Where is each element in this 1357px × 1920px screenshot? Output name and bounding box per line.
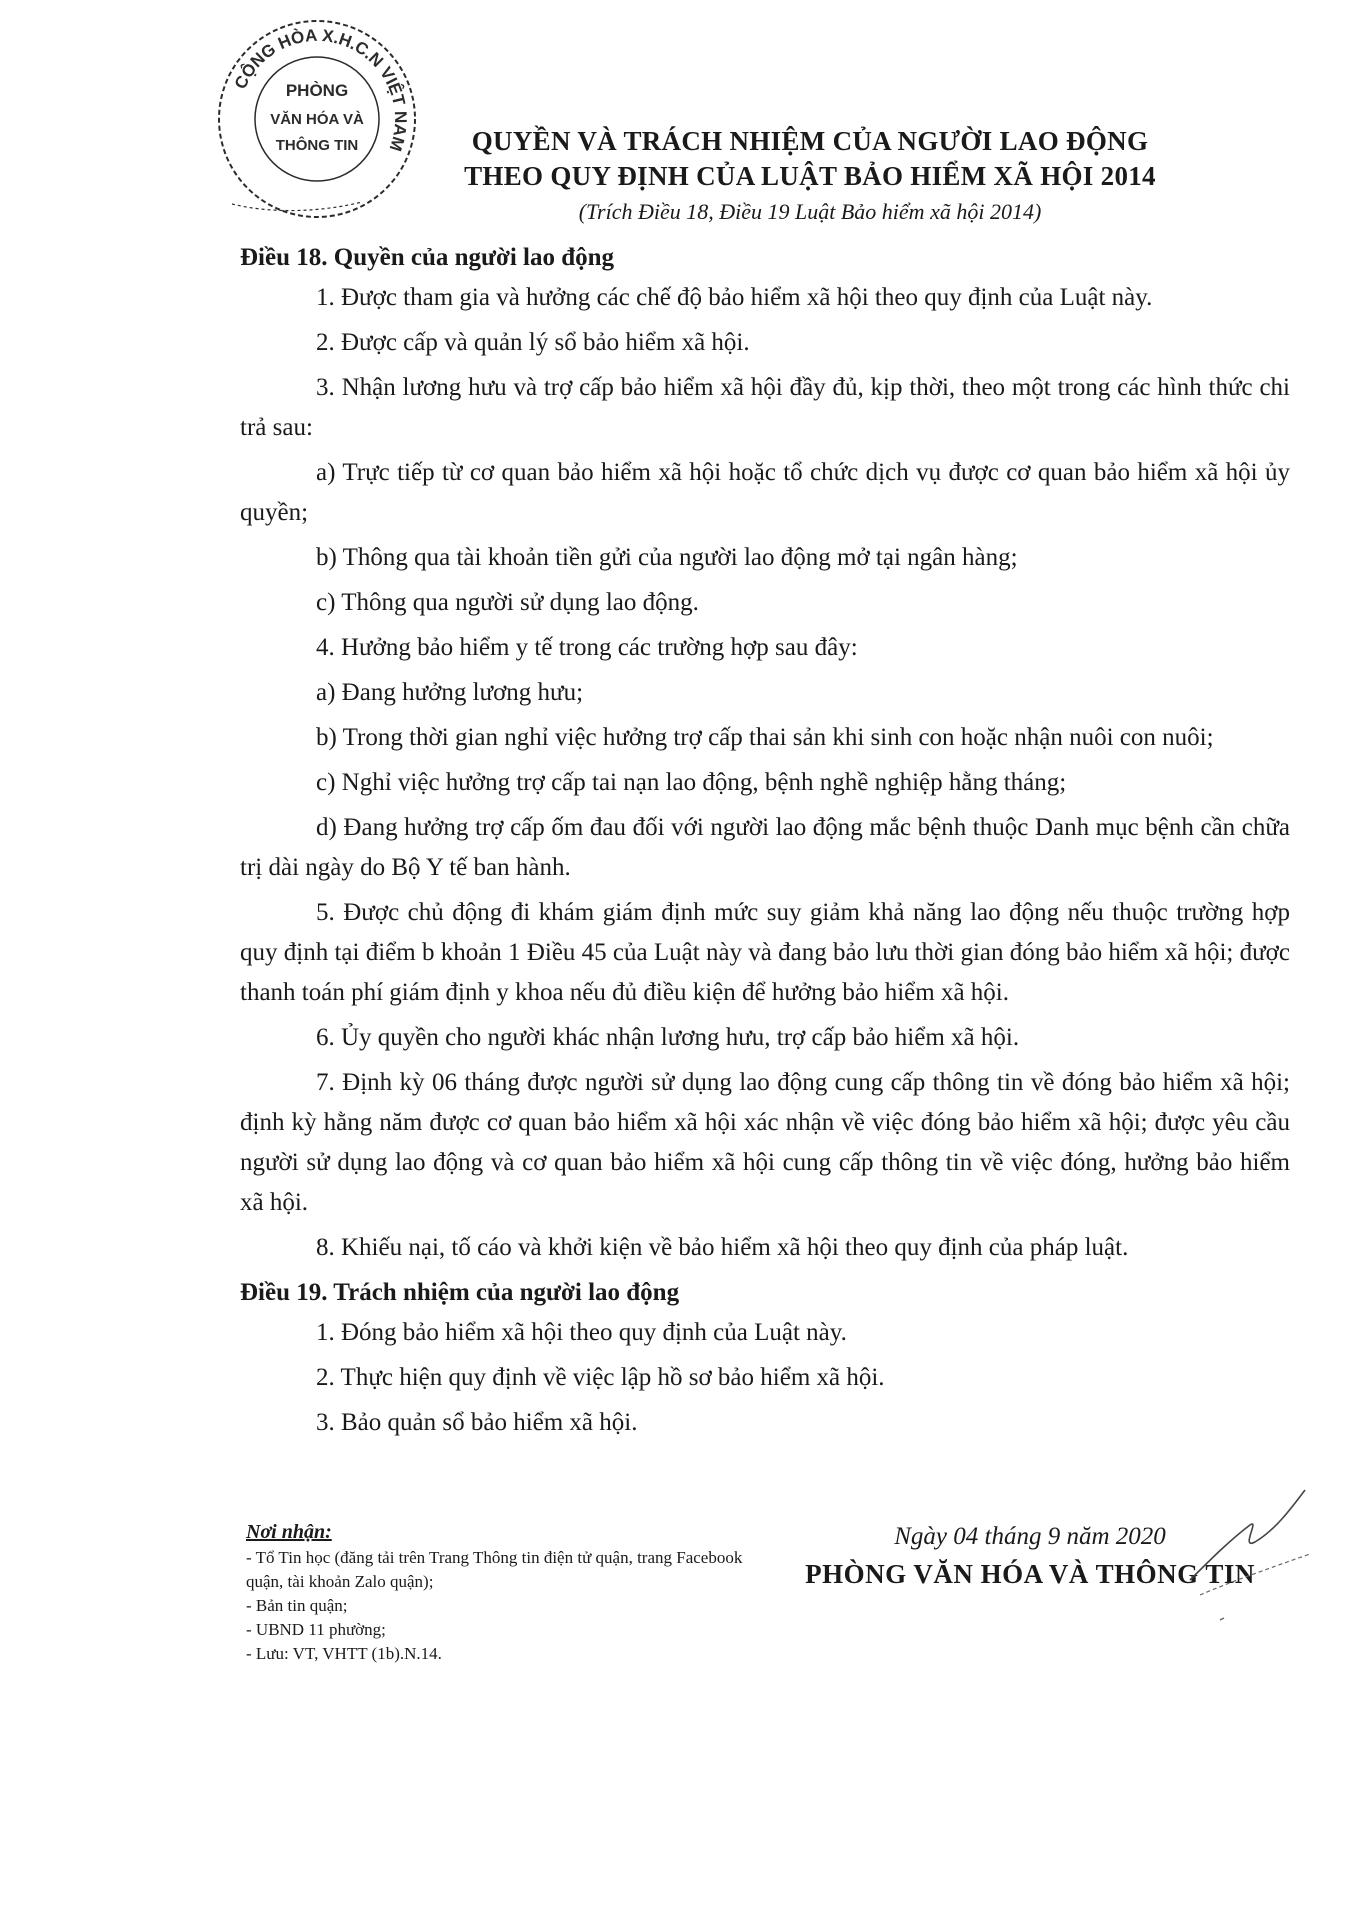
signature-icon	[1180, 1470, 1320, 1640]
recipients-title: Nơi nhận:	[246, 1521, 332, 1543]
article-19-paragraph: 3. Bảo quản sổ bảo hiểm xã hội.	[316, 1409, 638, 1436]
article-18-paragraph: 6. Ủy quyền cho người khác nhận lương hưu, trợ cấp bảo hiểm xã hội.	[316, 1024, 1020, 1051]
handwritten-signature	[1180, 1470, 1320, 1640]
article-19-paragraph: 2. Thực hiện quy định về việc lập hồ sơ bảo hiểm xã hội.	[316, 1364, 885, 1391]
article-18-paragraph: a) Trực tiếp từ cơ quan bảo hiểm xã hội hoặc tổ chức dịch vụ được cơ quan bảo hiểm xã hội ủy quyền;	[240, 459, 1290, 526]
article-18-paragraph: 4. Hưởng bảo hiểm y tế trong các trường hợp sau đây:	[316, 634, 858, 661]
article-18-paragraph: c) Nghỉ việc hưởng trợ cấp tai nạn lao động, bệnh nghề nghiệp hằng tháng;	[316, 769, 1067, 796]
title-line-1: QUYỀN VÀ TRÁCH NHIỆM CỦA NGƯỜI LAO ĐỘNG	[471, 126, 1149, 156]
article-18-paragraph: a) Đang hưởng lương hưu;	[316, 679, 584, 706]
article-18-paragraph: 8. Khiếu nại, tố cáo và khởi kiện về bảo hiểm xã hội theo quy định của pháp luật.	[316, 1234, 1129, 1261]
recipient-item: - Lưu: VT, VHTT (1b).N.14.	[246, 1644, 442, 1663]
issue-date: Ngày 04 tháng 9 năm 2020	[894, 1523, 1166, 1550]
title-line-2: THEO QUY ĐỊNH CỦA LUẬT BẢO HIỂM XÃ HỘI 2014	[464, 161, 1156, 191]
article-18-paragraph: d) Đang hưởng trợ cấp ốm đau đối với người lao động mắc bệnh thuộc Danh mục bệnh cần chữa trị dài ngày do Bộ Y tế ban hành.	[240, 814, 1290, 881]
stamp-ring-text: CỘNG HÒA X.H.C.N VIỆT NAM	[230, 25, 411, 154]
article-19-paragraph: 1. Đóng bảo hiểm xã hội theo quy định của Luật này.	[316, 1319, 847, 1346]
recipient-item: - Bản tin quận;	[246, 1596, 348, 1615]
article-18-paragraph: 7. Định kỳ 06 tháng được người sử dụng lao động cung cấp thông tin về đóng bảo hiểm xã hội; định kỳ hằng năm được cơ quan bảo hiểm xã hội xác nhận về việc đóng bảo hiểm xã hội; được yêu cầu người sử dụng lao động và cơ quan bảo hiểm xã hội cung cấp thông tin về việc đóng, hưởng bảo hiểm xã hội.	[240, 1069, 1290, 1216]
article-19-title: Điều 19. Trách nhiệm của người lao động	[240, 1279, 680, 1306]
stamp-line1: PHÒNG	[285, 81, 349, 100]
article-18-paragraph: 5. Được chủ động đi khám giám định mức suy giảm khả năng lao động nếu thuộc trường hợp quy định tại điểm b khoản 1 Điều 45 của Luật này và đang bảo lưu thời gian đóng bảo hiểm xã hội; được thanh toán phí giám định y khoa nếu đủ điều kiện để hưởng bảo hiểm xã hội.	[240, 899, 1290, 1006]
document-header	[430, 124, 1190, 228]
article-18-paragraph: b) Thông qua tài khoản tiền gửi của người lao động mở tại ngân hàng;	[316, 544, 1018, 571]
article-18-paragraph: 3. Nhận lương hưu và trợ cấp bảo hiểm xã hội đầy đủ, kịp thời, theo một trong các hình thức chi trả sau:	[240, 374, 1290, 441]
article-18-paragraph: b) Trong thời gian nghỉ việc hưởng trợ cấp thai sản khi sinh con hoặc nhận nuôi con nuôi;	[316, 724, 1214, 751]
stamp-seal-icon	[212, 14, 422, 224]
article-18-paragraph: 1. Được tham gia và hưởng các chế độ bảo hiểm xã hội theo quy định của Luật này.	[316, 284, 1153, 311]
article-18-title: Điều 18. Quyền của người lao động	[240, 244, 615, 271]
stamp-line2: VĂN HÓA VÀ	[270, 111, 364, 128]
document-subtitle: (Trích Điều 18, Điều 19 Luật Bảo hiểm xã hội 2014)	[578, 199, 1042, 224]
recipient-item: - UBND 11 phường;	[246, 1620, 386, 1639]
recipient-item: - Tổ Tin học (đăng tải trên Trang Thông tin điện tử quận, trang Facebook quận, tài khoản Zalo quận);	[246, 1548, 743, 1591]
office-stamp	[212, 14, 422, 224]
issuing-office: PHÒNG VĂN HÓA VÀ THÔNG TIN	[805, 1559, 1255, 1589]
article-18-paragraph: c) Thông qua người sử dụng lao động.	[316, 589, 699, 616]
article-18-paragraph: 2. Được cấp và quản lý sổ bảo hiểm xã hội.	[316, 329, 750, 356]
recipients-block	[246, 1518, 746, 1666]
document-body	[240, 238, 1290, 1443]
stamp-line3: THÔNG TIN	[275, 137, 359, 154]
